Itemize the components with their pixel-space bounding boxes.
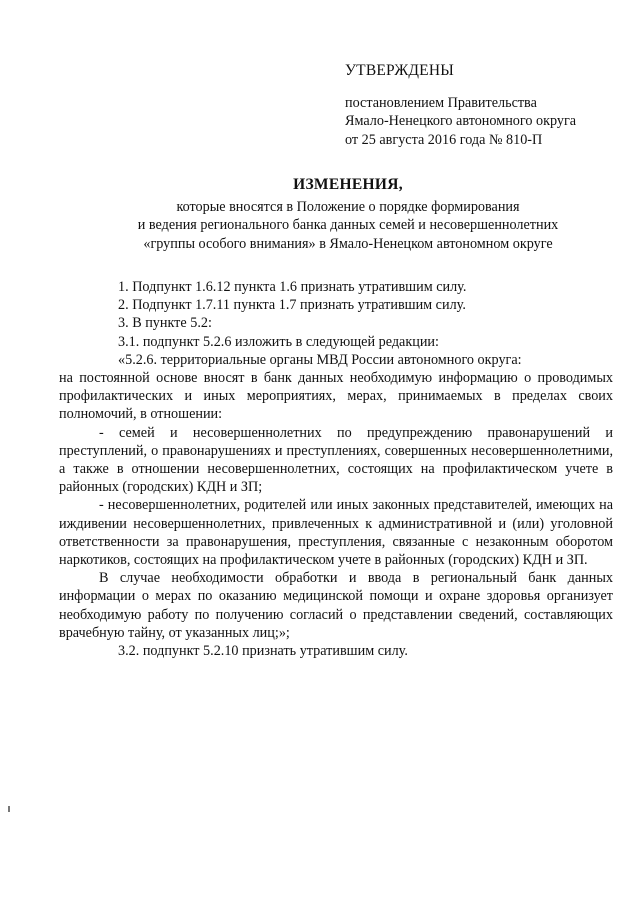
title-subline-3: «группы особого внимания» в Ямало-Ненецком автономном округе: [143, 235, 553, 252]
scan-mark: [8, 806, 10, 812]
paragraph-families-item: - семей и несовершеннолетних по предупреждению правонарушений и преступлений, о правонарушениях и преступлениях, совершенных несовершеннолетними, а также в отношении несовершеннолетних, состоящих на профилактическом учете в районных (городских) КДН и ЗП;: [59, 424, 613, 496]
document-body: [59, 278, 613, 660]
approval-line-2: Ямало-Ненецкого автономного округа: [345, 113, 577, 130]
approval-block: [345, 62, 615, 149]
paragraph-3-1: 3.1. подпункт 5.2.6 изложить в следующей редакции:: [118, 333, 439, 350]
approval-heading: УТВЕРЖДЕНЫ: [345, 62, 454, 79]
paragraph-2: 2. Подпункт 1.7.11 пункта 1.7 признать утратившим силу.: [118, 297, 466, 314]
document-title: ИЗМЕНЕНИЯ,: [293, 176, 403, 193]
title-subline-2: и ведения регионального банка данных семей и несовершеннолетних: [137, 217, 559, 234]
paragraph-1: 1. Подпункт 1.6.12 пункта 1.6 признать утратившим силу.: [118, 279, 467, 295]
document-title-block: [70, 176, 626, 253]
paragraph-minors-item: - несовершеннолетних, родителей или иных законных представителей, имеющих на иждивении несовершеннолетних, привлеченных к административной и (или) уголовной ответственности за правонарушения, преступления, связанные с незаконным оборотом наркотиков, состоящих на профилактическом учете в районных (городских) КДН и ЗП.: [59, 497, 613, 569]
approval-line-3: от 25 августа 2016 года № 810-П: [345, 131, 543, 148]
paragraph-3: 3. В пункте 5.2:: [118, 315, 212, 332]
paragraph-3-2: 3.2. подпункт 5.2.10 признать утратившим силу.: [118, 643, 408, 660]
paragraph-5-2-6-heading: «5.2.6. территориальные органы МВД России автономного округа:: [118, 351, 522, 368]
approval-line-1: постановлением Правительства: [345, 95, 537, 112]
title-subline-1: которые вносятся в Положение о порядке формирования: [176, 199, 520, 216]
paragraph-medical-info: В случае необходимости обработки и ввода в региональный банк данных информации о мерах по оказанию медицинской помощи и охране здоровья организует необходимую работу по получению согласий о представлении сведений, составляющих врачебную тайну, от указанных лиц;»;: [59, 570, 613, 641]
paragraph-mvd-duties: на постоянной основе вносят в банк данных необходимую информацию о проводимых профилактических и иных мероприятиях, мерах, принимаемых в пределах своих полномочий, в отношении:: [59, 370, 613, 423]
